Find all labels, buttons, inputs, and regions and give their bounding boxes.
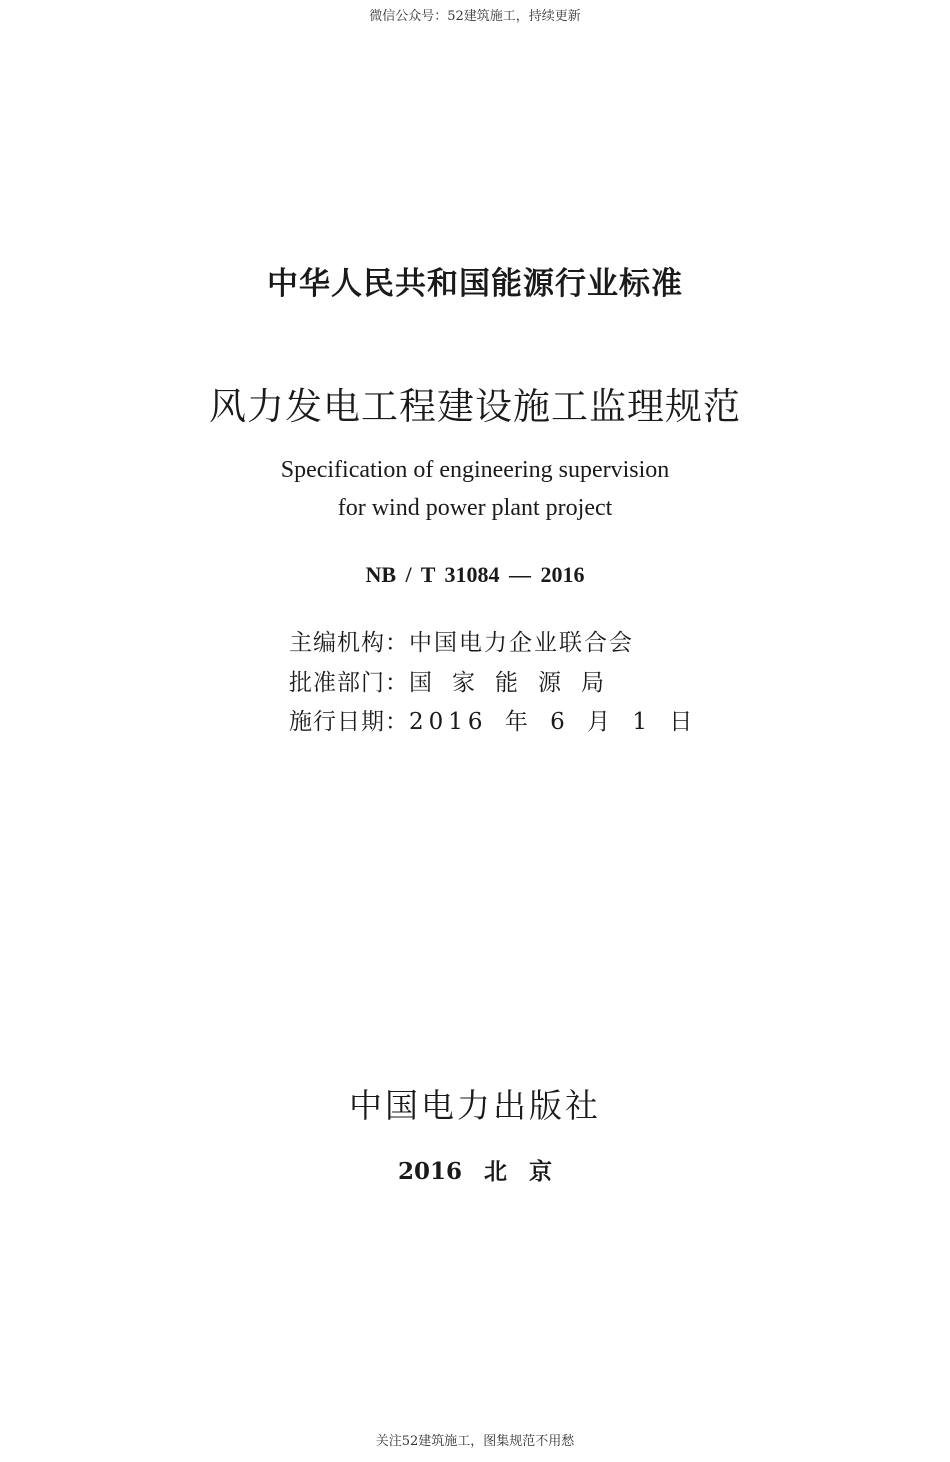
meta-effective-value: 2016 年 6 月 1 日 — [409, 709, 698, 735]
page-title: 风力发电工程建设施工监理规范 — [209, 385, 741, 428]
footer-note: 关注52建筑施工，图集规范不用愁 — [375, 1434, 575, 1449]
standard-code: NB / T 31084 — 2016 — [365, 562, 585, 587]
meta-effective-row — [289, 703, 697, 736]
english-title-line-2: for wind power plant project — [337, 495, 613, 521]
meta-editor-label: 主编机构： — [289, 630, 409, 656]
standard-category: 中华人民共和国能源行业标准 — [267, 266, 683, 302]
meta-editor-row — [289, 624, 634, 657]
meta-approver-row — [289, 664, 624, 697]
meta-effective-label: 施行日期： — [289, 709, 409, 735]
english-title-line-1: Specification of engineering supervision — [280, 457, 670, 483]
publish-place-year: 2016 北 京 — [397, 1158, 553, 1185]
meta-approver-value: 国家能源局 — [409, 670, 624, 696]
header-note: 微信公众号：52建筑施工，持续更新 — [369, 9, 581, 24]
meta-approver-label: 批准部门： — [289, 670, 409, 696]
publisher-name: 中国电力出版社 — [349, 1086, 601, 1125]
meta-editor-value: 中国电力企业联合会 — [409, 630, 634, 656]
